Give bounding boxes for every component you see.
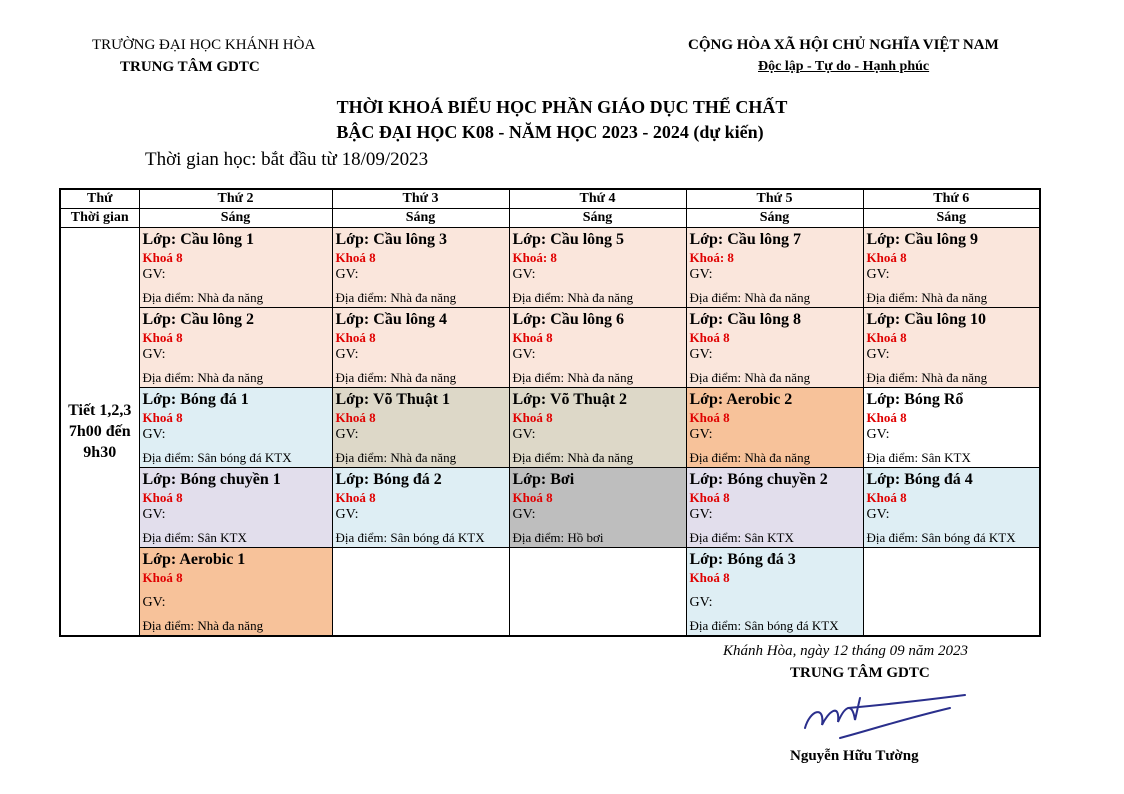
- class-teacher: GV:: [689, 507, 713, 522]
- class-teacher: GV:: [689, 427, 713, 442]
- class-cell: [863, 468, 1040, 548]
- class-teacher: GV:: [512, 267, 536, 282]
- class-cell: [139, 548, 332, 637]
- class-location: Địa điểm: Sân bóng đá KTX: [142, 450, 292, 465]
- class-cohort: Khoá 8: [142, 250, 183, 265]
- class-location: Địa điểm: Nhà đa năng: [689, 370, 811, 385]
- class-cell: [509, 228, 686, 308]
- class-name: Lớp: Bóng Rổ: [866, 391, 964, 408]
- class-name: Lớp: Cầu lông 4: [335, 311, 448, 328]
- class-name: Lớp: Bơi: [512, 471, 575, 488]
- class-teacher: GV:: [335, 347, 359, 362]
- class-name: Lớp: Cầu lông 1: [142, 231, 255, 248]
- class-cell: [509, 308, 686, 388]
- class-teacher: GV:: [689, 267, 713, 282]
- class-location: Địa điểm: Sân bóng đá KTX: [689, 618, 839, 633]
- class-cell: [332, 308, 509, 388]
- sign-date: Khánh Hòa, ngày 12 tháng 09 năm 2023: [723, 643, 968, 659]
- class-cohort: Khoá 8: [866, 250, 907, 265]
- class-teacher: GV:: [689, 347, 713, 362]
- class-location: Địa điểm: Nhà đa năng: [142, 290, 264, 305]
- class-teacher: GV:: [335, 507, 359, 522]
- class-name: Lớp: Cầu lông 7: [689, 231, 802, 248]
- time-slot-cell: [60, 228, 139, 637]
- class-teacher: GV:: [512, 507, 536, 522]
- sign-center: TRUNG TÂM GDTC: [790, 665, 930, 681]
- class-cohort: Khoá 8: [335, 330, 376, 345]
- class-cohort: Khoá 8: [335, 490, 376, 505]
- class-cohort: Khoá 8: [512, 410, 553, 425]
- class-teacher: GV:: [866, 507, 890, 522]
- session-header: Sáng: [509, 209, 686, 228]
- signature-image: [800, 690, 970, 745]
- class-cohort: Khoá 8: [689, 570, 730, 585]
- class-cohort: Khoá 8: [512, 490, 553, 505]
- class-teacher: GV:: [866, 427, 890, 442]
- class-name: Lớp: Cầu lông 9: [866, 231, 979, 248]
- class-cohort: Khoá 8: [335, 250, 376, 265]
- class-cohort: Khoá 8: [689, 410, 730, 425]
- class-location: Địa điểm: Nhà đa năng: [512, 450, 634, 465]
- day-header: Thứ 6: [863, 189, 1040, 209]
- class-cell: [332, 228, 509, 308]
- class-teacher: GV:: [142, 427, 166, 442]
- timetable-row: [60, 228, 1040, 308]
- timetable-row: [60, 468, 1040, 548]
- class-name: Lớp: Bóng đá 1: [142, 391, 249, 408]
- class-name: Lớp: Võ Thuật 2: [512, 391, 628, 408]
- class-teacher: GV:: [142, 267, 166, 282]
- class-cohort: Khoá 8: [866, 410, 907, 425]
- class-location: Địa điểm: Nhà đa năng: [689, 290, 811, 305]
- document-title: THỜI KHOÁ BIỂU HỌC PHẦN GIÁO DỤC THỂ CHẤT: [336, 97, 788, 117]
- center-name: TRUNG TÂM GDTC: [120, 59, 260, 75]
- class-cohort: Khoá 8: [866, 330, 907, 345]
- time-slot-text: Tiết 1,2,3: [68, 402, 132, 419]
- class-cell: [686, 388, 863, 468]
- class-location: Địa điểm: Nhà đa năng: [866, 290, 988, 305]
- class-cohort: Khoá 8: [512, 330, 553, 345]
- timetable: [59, 188, 1041, 637]
- class-name: Lớp: Cầu lông 8: [689, 311, 802, 328]
- class-cohort: Khoá 8: [142, 570, 183, 585]
- col-day-label: Thứ: [60, 189, 139, 209]
- class-location: Địa điểm: Nhà đa năng: [512, 370, 634, 385]
- class-cell: [509, 388, 686, 468]
- class-cell: [686, 308, 863, 388]
- class-cell: [863, 388, 1040, 468]
- class-teacher: GV:: [512, 347, 536, 362]
- day-header: Thứ 2: [139, 189, 332, 209]
- class-cell: [139, 308, 332, 388]
- class-location: Địa điểm: Sân KTX: [142, 530, 247, 545]
- class-name: Lớp: Bóng chuyền 2: [689, 471, 828, 488]
- class-location: Địa điểm: Sân KTX: [689, 530, 794, 545]
- document-subtitle: BẬC ĐẠI HỌC K08 - NĂM HỌC 2023 - 2024 (dự kiến): [336, 122, 764, 142]
- class-location: Địa điểm: Hồ bơi: [512, 530, 604, 545]
- timetable-row: [60, 548, 1040, 637]
- class-location: Địa điểm: Nhà đa năng: [335, 290, 457, 305]
- class-name: Lớp: Cầu lông 10: [866, 311, 987, 328]
- session-header: Sáng: [139, 209, 332, 228]
- day-header: Thứ 5: [686, 189, 863, 209]
- empty-cell: [332, 548, 509, 637]
- class-name: Lớp: Aerobic 2: [689, 391, 793, 408]
- class-teacher: GV:: [335, 427, 359, 442]
- university-name: TRƯỜNG ĐẠI HỌC KHÁNH HÒA: [92, 37, 316, 53]
- class-location: Địa điểm: Nhà đa năng: [335, 450, 457, 465]
- class-teacher: GV:: [142, 507, 166, 522]
- national-motto: Độc lập - Tự do - Hạnh phúc: [758, 59, 930, 74]
- class-cell: [139, 388, 332, 468]
- class-name: Lớp: Bóng đá 2: [335, 471, 442, 488]
- class-cohort: Khoá 8: [335, 410, 376, 425]
- class-teacher: GV:: [689, 595, 713, 610]
- class-location: Địa điểm: Sân KTX: [866, 450, 971, 465]
- class-cohort: Khoá 8: [689, 330, 730, 345]
- class-name: Lớp: Aerobic 1: [142, 551, 246, 568]
- class-cell: [332, 388, 509, 468]
- class-cell: [332, 468, 509, 548]
- class-teacher: GV:: [512, 427, 536, 442]
- session-header: Sáng: [863, 209, 1040, 228]
- class-cell: [509, 468, 686, 548]
- class-cohort: Khoá 8: [142, 330, 183, 345]
- class-teacher: GV:: [866, 347, 890, 362]
- col-time-label: Thời gian: [60, 209, 139, 228]
- signer-name: Nguyễn Hữu Tường: [790, 748, 919, 764]
- time-slot-text: 9h30: [83, 444, 117, 461]
- session-header: Sáng: [332, 209, 509, 228]
- class-name: Lớp: Cầu lông 2: [142, 311, 255, 328]
- class-name: Lớp: Cầu lông 6: [512, 311, 625, 328]
- class-cohort: Khoá 8: [866, 490, 907, 505]
- start-date: Thời gian học: bắt đầu từ 18/09/2023: [145, 149, 429, 170]
- class-cohort: Khoá 8: [142, 490, 183, 505]
- class-cell: [863, 228, 1040, 308]
- class-cell: [863, 308, 1040, 388]
- class-cohort: Khoá: 8: [512, 250, 557, 265]
- class-cell: [139, 468, 332, 548]
- header-row-session: [60, 209, 1040, 228]
- class-teacher: GV:: [335, 267, 359, 282]
- class-name: Lớp: Bóng chuyền 1: [142, 471, 281, 488]
- class-name: Lớp: Bóng đá 4: [866, 471, 973, 488]
- timetable-row: [60, 308, 1040, 388]
- class-location: Địa điểm: Nhà đa năng: [512, 290, 634, 305]
- class-location: Địa điểm: Nhà đa năng: [689, 450, 811, 465]
- class-cell: [686, 548, 863, 637]
- class-location: Địa điểm: Nhà đa năng: [142, 618, 264, 633]
- national-title: CỘNG HÒA XÃ HỘI CHỦ NGHĨA VIỆT NAM: [688, 37, 999, 53]
- class-name: Lớp: Bóng đá 3: [689, 551, 796, 568]
- class-cohort: Khoá: 8: [689, 250, 734, 265]
- timetable-row: [60, 388, 1040, 468]
- class-teacher: GV:: [142, 595, 166, 610]
- empty-cell: [509, 548, 686, 637]
- class-name: Lớp: Võ Thuật 1: [335, 391, 451, 408]
- day-header: Thứ 4: [509, 189, 686, 209]
- class-cell: [686, 468, 863, 548]
- day-header: Thứ 3: [332, 189, 509, 209]
- class-location: Địa điểm: Sân bóng đá KTX: [335, 530, 485, 545]
- empty-cell: [863, 548, 1040, 637]
- class-name: Lớp: Cầu lông 5: [512, 231, 625, 248]
- class-location: Địa điểm: Nhà đa năng: [335, 370, 457, 385]
- class-cell: [686, 228, 863, 308]
- class-location: Địa điểm: Sân bóng đá KTX: [866, 530, 1016, 545]
- time-slot-text: 7h00 đến: [68, 423, 131, 440]
- class-cell: [139, 228, 332, 308]
- class-cohort: Khoá 8: [689, 490, 730, 505]
- class-name: Lớp: Cầu lông 3: [335, 231, 448, 248]
- session-header: Sáng: [686, 209, 863, 228]
- class-location: Địa điểm: Nhà đa năng: [142, 370, 264, 385]
- class-teacher: GV:: [866, 267, 890, 282]
- class-location: Địa điểm: Nhà đa năng: [866, 370, 988, 385]
- header-row-days: [60, 189, 1040, 209]
- class-cohort: Khoá 8: [142, 410, 183, 425]
- class-teacher: GV:: [142, 347, 166, 362]
